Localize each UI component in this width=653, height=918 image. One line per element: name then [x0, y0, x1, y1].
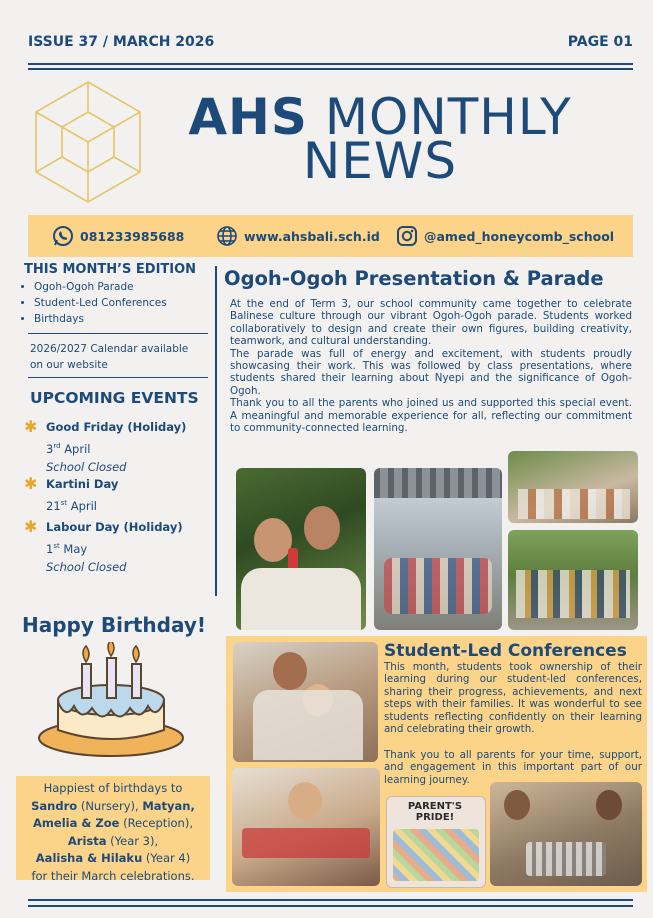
article2-paragraph: Thank you to all parents for your time, support, and engagement in this important part of our learning journey.: [384, 749, 642, 786]
masthead-bold: AHS: [188, 88, 308, 146]
article1-paragraph: At the end of Term 3, our school community came together to celebrate Balinese culture through our vibrant Ogoh-Ogoh parade. Students worked collaboratively to design and create their own figures, building creativity, teamwork, and cultural understanding.: [230, 298, 632, 348]
photo-conference-family: [233, 642, 378, 762]
edition-item: • Birthdays: [34, 311, 224, 327]
whatsapp-icon: [52, 225, 74, 247]
photo-parents-pride-board: [386, 796, 486, 888]
article2-title: Student-Led Conferences: [384, 641, 627, 661]
bday-line: Sandro (Nursery), Matyan,: [31, 798, 195, 813]
calendar-note-line1: 2026/2027 Calendar available: [30, 343, 189, 355]
sign-line1: PARENT'S: [407, 801, 463, 812]
phone-number: 081233985688: [80, 228, 185, 244]
article1-paragraph: The parade was full of energy and excitement, with students proudly showcasing their work. This was followed by class presentations, where students shared their learning about Nyepi and the significance of Ogoh-Ogoh.: [230, 347, 632, 397]
article2-paragraph: This month, students took ownership of their learning during our student-led conferences, sharing their progress, achievements, and next steps with their families. It was wonderful to see students reflecting confidently on their learning and celebrating their growth.: [384, 661, 642, 736]
honeycomb-logo-icon: [28, 78, 148, 204]
photo-conference-floor: [490, 782, 642, 886]
article1-body: [230, 298, 632, 434]
event-date: 21st April: [46, 499, 97, 513]
edition-list: [20, 279, 224, 327]
article2-body-top: [384, 661, 642, 735]
event-note: School Closed: [46, 560, 127, 574]
masthead-title-line2: NEWS: [302, 132, 458, 190]
article2-body-bottom: [384, 749, 642, 786]
bday-line: Amelia & Zoe (Reception),: [33, 816, 193, 830]
sign-line2: PRIDE!: [415, 812, 455, 823]
photo-class-presentation: [508, 451, 638, 523]
sidebar-divider: [28, 377, 208, 378]
bday-line: Arista (Year 3),: [67, 833, 159, 848]
sidebar-divider: [28, 333, 208, 334]
parents-pride-sign: [393, 801, 477, 823]
bday-line: Aalisha & Hilaku (Year 4): [35, 851, 191, 865]
footer-rule-top: [28, 899, 633, 901]
birthday-message: [16, 776, 210, 885]
header-rule-bottom: [28, 68, 633, 70]
footer-rule-bottom: [28, 905, 633, 907]
event-name: Labour Day (Holiday): [46, 520, 183, 534]
birthday-cake-icon: [36, 642, 186, 760]
photo-parade-pavilion: [374, 468, 502, 630]
edition-item: • Student-Led Conferences: [34, 295, 224, 311]
edition-item: • Ogoh-Ogoh Parade: [34, 279, 224, 295]
website-url: www.ahsbali.sch.id: [244, 228, 380, 244]
birthday-heading: Happy Birthday!: [22, 613, 206, 637]
phone-contact[interactable]: [52, 225, 184, 247]
globe-icon: [216, 225, 238, 247]
birthday-message-box: [16, 776, 210, 883]
event-date: 1st May: [46, 542, 88, 556]
event-date: 3rd April: [46, 442, 91, 456]
photo-conference-table: [232, 768, 380, 886]
instagram-icon: [396, 225, 418, 247]
masthead-rest: MONTHLY: [324, 88, 572, 146]
photo-girls-microphone: [236, 468, 366, 630]
event-name: Kartini Day: [46, 477, 119, 491]
calendar-note: [30, 341, 188, 373]
event-name: Good Friday (Holiday): [46, 420, 187, 434]
article1-title: Ogoh-Ogoh Presentation & Parade: [224, 267, 604, 290]
header-rule-top: [28, 63, 633, 65]
page-number: PAGE 01: [567, 34, 633, 50]
bday-line: for their March celebrations.: [31, 868, 195, 883]
calendar-note-line2: on our website: [30, 359, 108, 371]
photo-parade-street: [508, 530, 638, 630]
bday-line: Happiest of birthdays to: [43, 781, 183, 795]
contact-bar: [28, 215, 633, 257]
instagram-handle: @amed_honeycomb_school: [424, 228, 615, 244]
asterisk-icon: ✱: [24, 474, 38, 493]
instagram-contact[interactable]: [396, 225, 614, 247]
edition-heading: THIS MONTH’S EDITION: [24, 262, 197, 277]
issue-label: ISSUE 37 / MARCH 2026: [28, 34, 215, 50]
events-heading: UPCOMING EVENTS: [30, 389, 199, 407]
article1-paragraph: Thank you to all the parents who joined us and supported this special event. A meaningful and memorable experience for all, reflecting our commitment to community-connected learning.: [230, 397, 632, 435]
asterisk-icon: ✱: [24, 417, 38, 436]
event-note: School Closed: [46, 460, 127, 474]
column-divider: [215, 266, 217, 596]
website-contact[interactable]: [216, 225, 380, 247]
asterisk-icon: ✱: [24, 517, 38, 536]
